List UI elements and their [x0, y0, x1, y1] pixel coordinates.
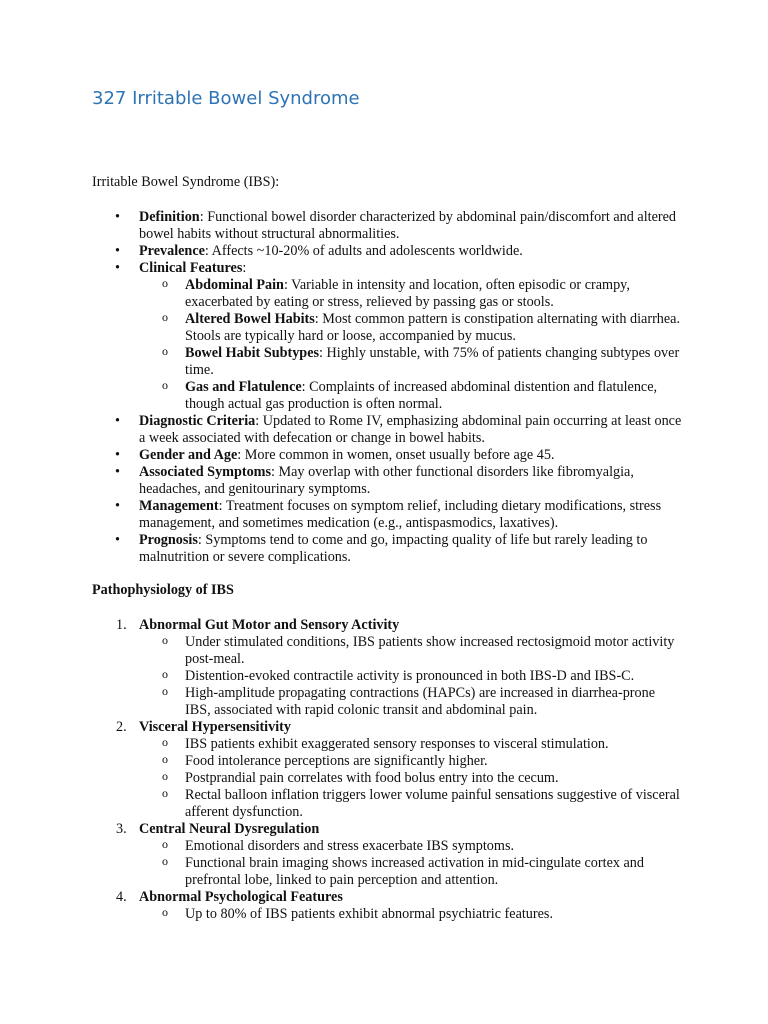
- item-point: o IBS patients exhibit exaggerated sensory responses to visceral stimulation.: [139, 736, 682, 753]
- sub-bullet-term: Bowel Habit Subtypes: [185, 345, 320, 361]
- sub-bullet-term: Altered Bowel Habits: [185, 311, 315, 327]
- item-points: [139, 906, 682, 923]
- sub-bullet-term: Abdominal Pain: [185, 277, 284, 293]
- item-points: [139, 838, 682, 889]
- patho-item-psychological: [92, 889, 682, 923]
- bullet-text: : Affects ~10-20% of adults and adolescents worldwide.: [204, 243, 523, 259]
- bullet-term: Diagnostic Criteria: [139, 413, 256, 429]
- item-title: Visceral Hypersensitivity: [139, 719, 291, 735]
- bullet-term: Prevalence: [139, 243, 205, 259]
- bullet-text: : Treatment focuses on symptom relief, including dietary modifications, stress management, and sometimes medication (e.g., antispasmodics, laxatives).: [139, 498, 662, 531]
- bullet-text: : Updated to Rome IV, emphasizing abdominal pain occurring at least once a week associated with defecation or change in bowel habits.: [139, 413, 682, 446]
- pathophysiology-list: [92, 617, 682, 923]
- bullet-text: : Functional bowel disorder characterized by abdominal pain/discomfort and altered bowel habits without structural abnormalities.: [139, 209, 677, 242]
- bullet-management: [92, 498, 682, 532]
- bullet-term: Associated Symptoms: [139, 464, 272, 480]
- bullet-term: Gender and Age: [139, 447, 238, 463]
- sub-bullet-text: : Complaints of increased abdominal distention and flatulence, though actual gas production is often normal.: [185, 379, 658, 412]
- clinical-features-sublist: [139, 277, 682, 413]
- bullet-gender-and-age: [92, 447, 682, 464]
- item-point: o Food intolerance perceptions are significantly higher.: [139, 753, 682, 770]
- bullet-term: Prognosis: [139, 532, 198, 548]
- bullet-definition: [92, 209, 682, 243]
- bullet-text: : More common in women, onset usually before age 45.: [237, 447, 555, 463]
- bullet-prognosis: [92, 532, 682, 566]
- sub-bullet-abdominal-pain: [139, 277, 682, 311]
- bullet-term: Definition: [139, 209, 200, 225]
- bullet-diagnostic-criteria: [92, 413, 682, 447]
- bullet-clinical-features: [92, 260, 682, 413]
- item-number: 2.: [116, 719, 127, 735]
- item-point: o High-amplitude propagating contractions (HAPCs) are increased in diarrhea-prone IBS, associated with rapid colonic transit and abdominal pain.: [139, 685, 682, 719]
- item-points: [139, 736, 682, 821]
- bullet-associated-symptoms: [92, 464, 682, 498]
- item-point: o Emotional disorders and stress exacerbate IBS symptoms.: [139, 838, 682, 855]
- patho-item-gut-motor: [92, 617, 682, 719]
- sub-bullet-gas-and-flatulence: [139, 379, 682, 413]
- item-number: 3.: [116, 821, 127, 837]
- document-body: [92, 174, 682, 923]
- item-point: o Up to 80% of IBS patients exhibit abnormal psychiatric features.: [139, 906, 682, 923]
- item-title: Central Neural Dysregulation: [139, 821, 320, 837]
- patho-item-central-neural: [92, 821, 682, 889]
- sub-bullet-term: Gas and Flatulence: [185, 379, 302, 395]
- ibs-overview-list: [92, 209, 682, 566]
- sub-bullet-text: : Highly unstable, with 75% of patients changing subtypes over time.: [185, 345, 680, 378]
- item-number: 1.: [116, 617, 127, 633]
- bullet-text: : May overlap with other functional disorders like fibromyalgia, headaches, and genitourinary symptoms.: [139, 464, 634, 497]
- item-points: [139, 634, 682, 719]
- intro-line: Irritable Bowel Syndrome (IBS):: [92, 174, 280, 190]
- document-title: 327 Irritable Bowel Syndrome: [92, 88, 360, 109]
- item-title: Abnormal Gut Motor and Sensory Activity: [139, 617, 400, 633]
- bullet-text: :: [242, 260, 247, 276]
- bullet-text: : Symptoms tend to come and go, impacting quality of life but rarely leading to malnutrition or severe complications.: [139, 532, 648, 565]
- item-point: o Postprandial pain correlates with food bolus entry into the cecum.: [139, 770, 682, 787]
- bullet-term: Management: [139, 498, 219, 514]
- sub-bullet-altered-bowel-habits: [139, 311, 682, 345]
- sub-bullet-bowel-habit-subtypes: [139, 345, 682, 379]
- item-point: o Under stimulated conditions, IBS patients show increased rectosigmoid motor activity post-meal.: [139, 634, 682, 668]
- sub-bullet-text: : Most common pattern is constipation alternating with diarrhea. Stools are typically hard or loose, accompanied by mucus.: [185, 311, 681, 344]
- bullet-prevalence: [92, 243, 682, 260]
- patho-item-visceral-hypersensitivity: [92, 719, 682, 821]
- item-number: 4.: [116, 889, 127, 905]
- pathophysiology-heading: Pathophysiology of IBS: [92, 582, 234, 598]
- item-title: Abnormal Psychological Features: [139, 889, 343, 905]
- sub-bullet-text: : Variable in intensity and location, often episodic or crampy, exacerbated by eating or stress, relieved by passing gas or stools.: [185, 277, 630, 310]
- bullet-term: Clinical Features: [139, 260, 243, 276]
- item-point: o Rectal balloon inflation triggers lower volume painful sensations suggestive of visceral afferent dysfunction.: [139, 787, 682, 821]
- item-point: o Functional brain imaging shows increased activation in mid-cingulate cortex and prefrontal lobe, linked to pain perception and attention.: [139, 855, 682, 889]
- item-point: o Distention-evoked contractile activity is pronounced in both IBS-D and IBS-C.: [139, 668, 682, 685]
